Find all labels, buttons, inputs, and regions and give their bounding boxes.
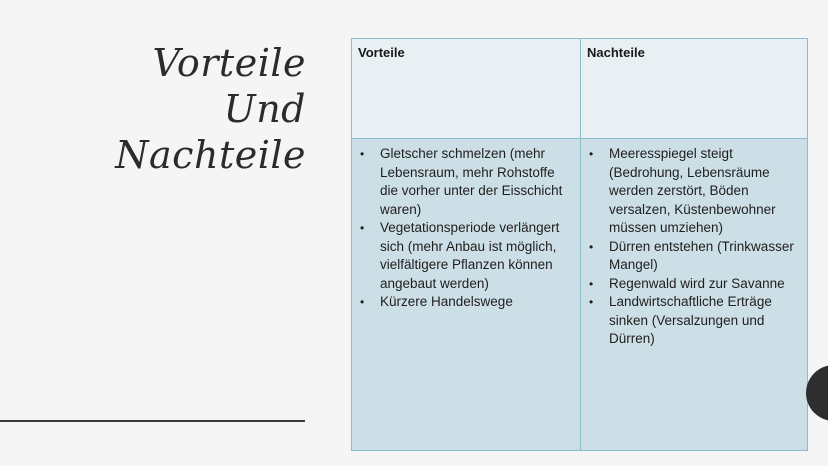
list-item: • Meeresspiegel steigt (Bedrohung, Lebensräume werden zerstört, Böden versalzen, Küstenbewohner müssen umziehen): [609, 145, 803, 238]
title-line-3: Nachteile: [115, 133, 306, 177]
decorative-circle: [806, 365, 828, 421]
vorteile-cell: [352, 139, 581, 450]
pros-cons-table: [351, 38, 808, 451]
list-item: • Gletscher schmelzen (mehr Lebensraum, mehr Rohstoffe die vorher unter der Eisschicht waren): [380, 145, 576, 219]
title-line-2: Und: [223, 87, 306, 131]
list-item: • Landwirtschaftliche Erträge sinken (Versalzungen und Dürren): [609, 293, 803, 349]
header-nachteile: Nachteile: [581, 39, 807, 139]
list-item: • Vegetationsperiode verlängert sich (mehr Anbau ist möglich, vielfältigere Pflanzen können angebaut werden): [380, 219, 576, 293]
nachteile-cell: [581, 139, 807, 450]
header-vorteile: Vorteile: [352, 39, 581, 139]
vorteile-list: [356, 145, 576, 312]
list-item: • Kürzere Handelswege: [380, 293, 576, 312]
nachteile-list: [585, 145, 803, 349]
slide-title: [115, 40, 306, 178]
list-item: • Regenwald wird zur Savanne: [609, 275, 803, 294]
title-underline: [0, 420, 305, 422]
list-item: • Dürren entstehen (Trinkwasser Mangel): [609, 238, 803, 275]
title-line-1: Vorteile: [152, 41, 306, 85]
